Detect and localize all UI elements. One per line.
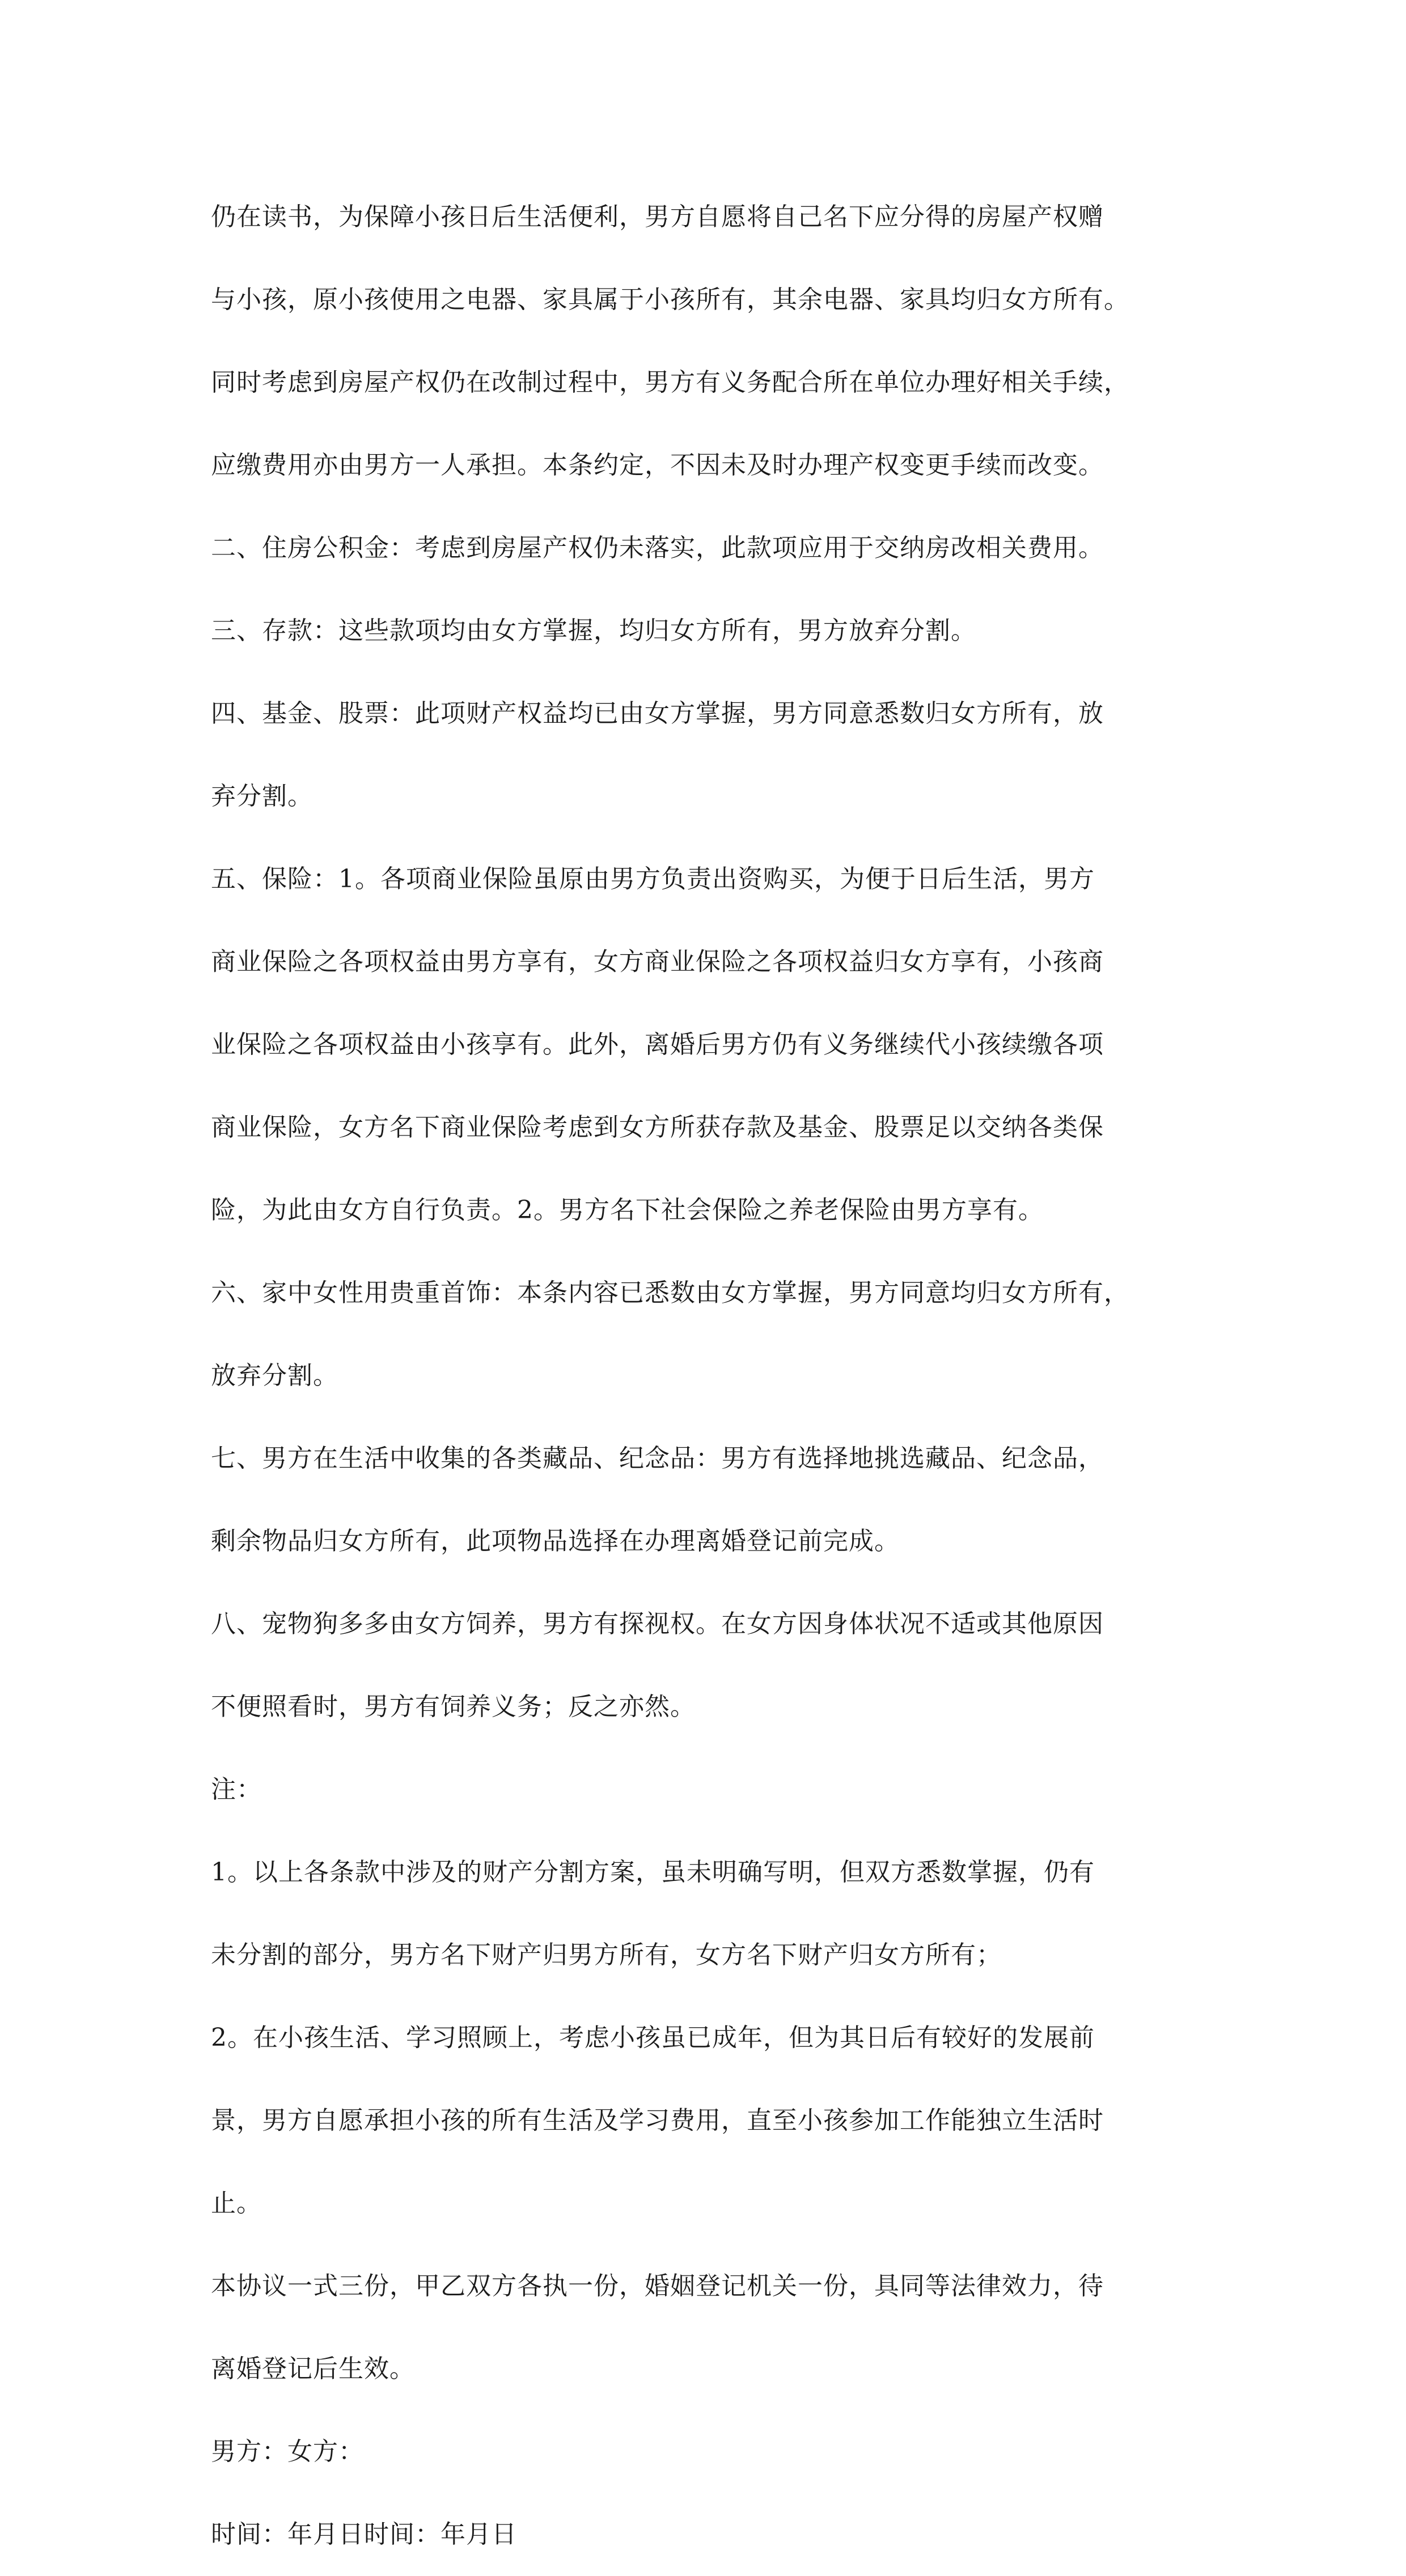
text-line: 不便照看时，男方有饲养义务；反之亦然。 <box>211 1692 696 1721</box>
text-line: 险，为此由女方自行负责。2。男方名下社会保险之养老保险由男方享有。 <box>211 1196 1044 1225</box>
document-page <box>211 176 1195 2576</box>
text-line: 离婚登记后生效。 <box>211 2354 415 2383</box>
text-line: 同时考虑到房屋产权仍在改制过程中，男方有义务配合所在单位办理好相关手续， <box>211 368 1129 397</box>
text-line: 业保险之各项权益由小孩享有。此外，离婚后男方仍有义务继续代小孩续缴各项 <box>211 1030 1104 1059</box>
collections-clause: 七、男方在生活中收集的各类藏品、纪念品：男方有选择地挑选藏品、纪念品， <box>211 1444 1104 1473</box>
text-line: 商业保险之各项权益由男方享有，女方商业保险之各项权益归女方享有，小孩商 <box>211 947 1104 976</box>
housing-fund-clause: 二、住房公积金：考虑到房屋产权仍未落实，此款项应用于交纳房改相关费用。 <box>211 533 1104 562</box>
text-line: 仍在读书，为保障小孩日后生活便利，男方自愿将自己名下应分得的房屋产权赠 <box>211 202 1104 231</box>
jewelry-clause: 六、家中女性用贵重首饰：本条内容已悉数由女方掌握，男方同意均归女方所有， <box>211 1278 1129 1307</box>
signature-line: 男方：女方： <box>211 2437 364 2466</box>
text-line: 与小孩，原小孩使用之电器、家具属于小孩所有，其余电器、家具均归女方所有。 <box>211 285 1129 314</box>
deposits-clause: 三、存款：这些款项均由女方掌握，均归女方所有，男方放弃分割。 <box>211 616 976 645</box>
text-line: 应缴费用亦由男方一人承担。本条约定，不因未及时办理产权变更手续而改变。 <box>211 451 1104 480</box>
text-line: 剩余物品归女方所有，此项物品选择在办理离婚登记前完成。 <box>211 1527 900 1556</box>
insurance-clause: 五、保险：1。各项商业保险虽原由男方负责出资购买，为便于日后生活，男方 <box>211 865 1095 893</box>
text-line: 商业保险，女方名下商业保险考虑到女方所获存款及基金、股票足以交纳各类保 <box>211 1113 1104 1142</box>
text-line: 弃分割。 <box>211 782 313 811</box>
text-line: 景，男方自愿承担小孩的所有生活及学习费用，直至小孩参加工作能独立生活时 <box>211 2106 1104 2135</box>
pet-clause: 八、宠物狗多多由女方饲养，男方有探视权。在女方因身体状况不适或其他原因 <box>211 1609 1104 1638</box>
note-item: 2。在小孩生活、学习照顾上，考虑小孩虽已成年，但为其日后有较好的发展前 <box>211 2023 1095 2052</box>
text-line: 止。 <box>211 2189 262 2218</box>
note-item: 1。以上各条款中涉及的财产分割方案，虽未明确写明，但双方悉数掌握，仍有 <box>211 1858 1095 1887</box>
agreement-copies-clause: 本协议一式三份，甲乙双方各执一份，婚姻登记机关一份，具同等法律效力，待 <box>211 2272 1104 2300</box>
funds-stocks-clause: 四、基金、股票：此项财产权益均已由女方掌握，男方同意悉数归女方所有，放 <box>211 699 1104 728</box>
text-line: 未分割的部分，男方名下财产归男方所有，女方名下财产归女方所有； <box>211 1941 1002 1969</box>
text-line: 放弃分割。 <box>211 1361 338 1390</box>
date-line: 时间：年月日时间：年月日 <box>211 2520 517 2549</box>
notes-heading: 注： <box>211 1775 262 1804</box>
